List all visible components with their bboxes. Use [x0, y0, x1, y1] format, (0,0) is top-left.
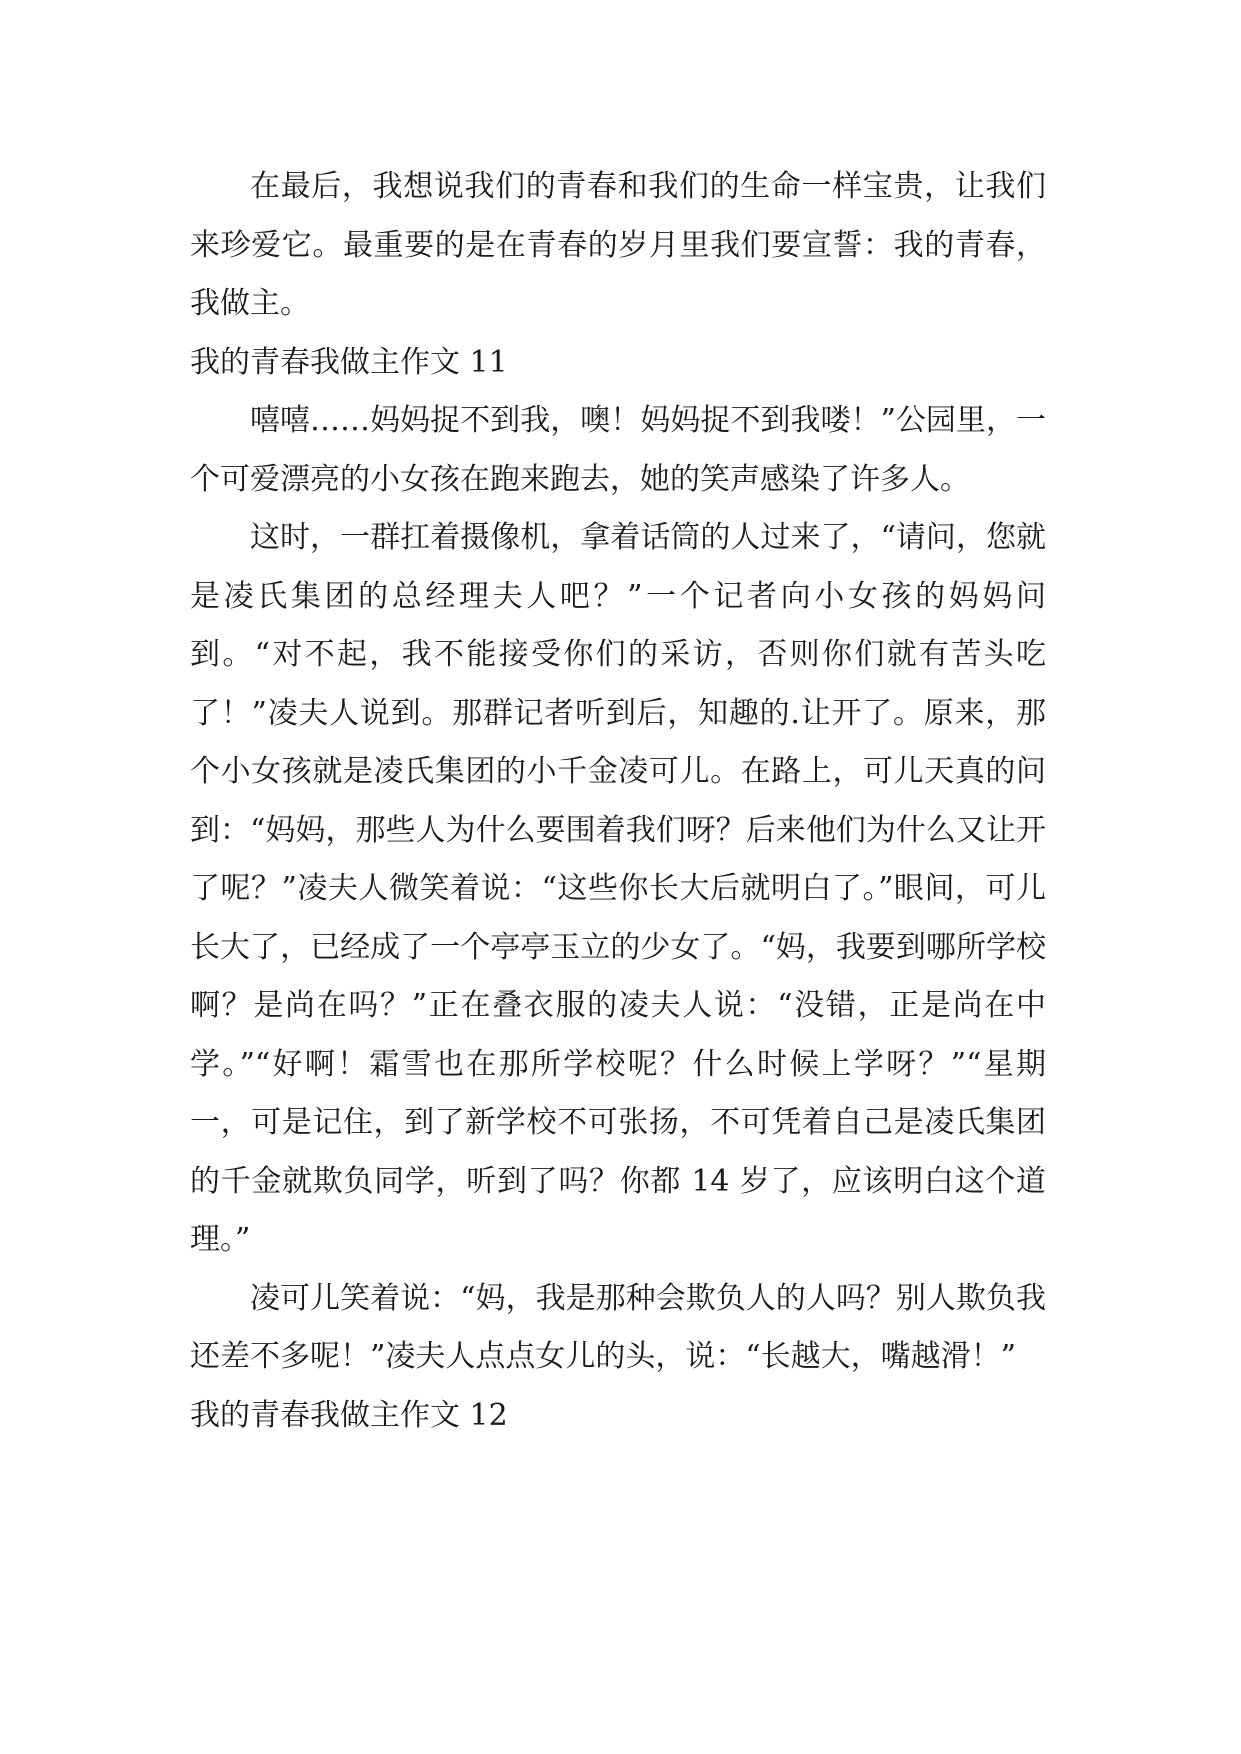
section-heading-11: 我的青春我做主作文 11 [190, 344, 508, 380]
paragraph-dialogue: 凌可儿笑着说：“妈，我是那种会欺负人的人吗？别人欺负我还差不多呢！”凌夫人点点女儿的头，说：“长越大，嘴越滑！” [190, 1280, 1046, 1374]
section-heading-12: 我的青春我做主作文 12 [190, 1397, 508, 1433]
document-page [190, 158, 1046, 1445]
paragraph-park: 嘻嘻……妈妈捉不到我，噢！妈妈捉不到我喽！”公园里，一个可爱漂亮的小女孩在跑来跑去，她的笑声感染了许多人。 [190, 403, 1046, 497]
paragraph-conclusion: 在最后，我想说我们的青春和我们的生命一样宝贵，让我们来珍爱它。最重要的是在青春的岁月里我们要宣誓：我的青春，我做主。 [190, 169, 1046, 321]
paragraph-reporters: 这时，一群扛着摄像机，拿着话筒的人过来了，“请问，您就是凌氏集团的总经理夫人吧？”一个记者向小女孩的妈妈问到。“对不起，我不能接受你们的采访，否则你们就有苦头吃了！”凌夫人说到。那群记者听到后，知趣的.让开了。原来，那个小女孩就是凌氏集团的小千金凌可儿。在路上，可儿天真的问到：“妈妈，那些人为什么要围着我们呀？后来他们为什么又让开了呢？”凌夫人微笑着说：“这些你长大后就明白了。”眼间，可儿长大了，已经成了一个亭亭玉立的少女了。“妈，我要到哪所学校啊？是尚在吗？”正在叠衣服的凌夫人说：“没错，正是尚在中学。”“好啊！霜雪也在那所学校呢？什么时候上学呀？”“星期一，可是记住，到了新学校不可张扬，不可凭着自己是凌氏集团的千金就欺负同学，听到了吗？你都 14 岁了，应该明白这个道理。” [190, 520, 1046, 1257]
